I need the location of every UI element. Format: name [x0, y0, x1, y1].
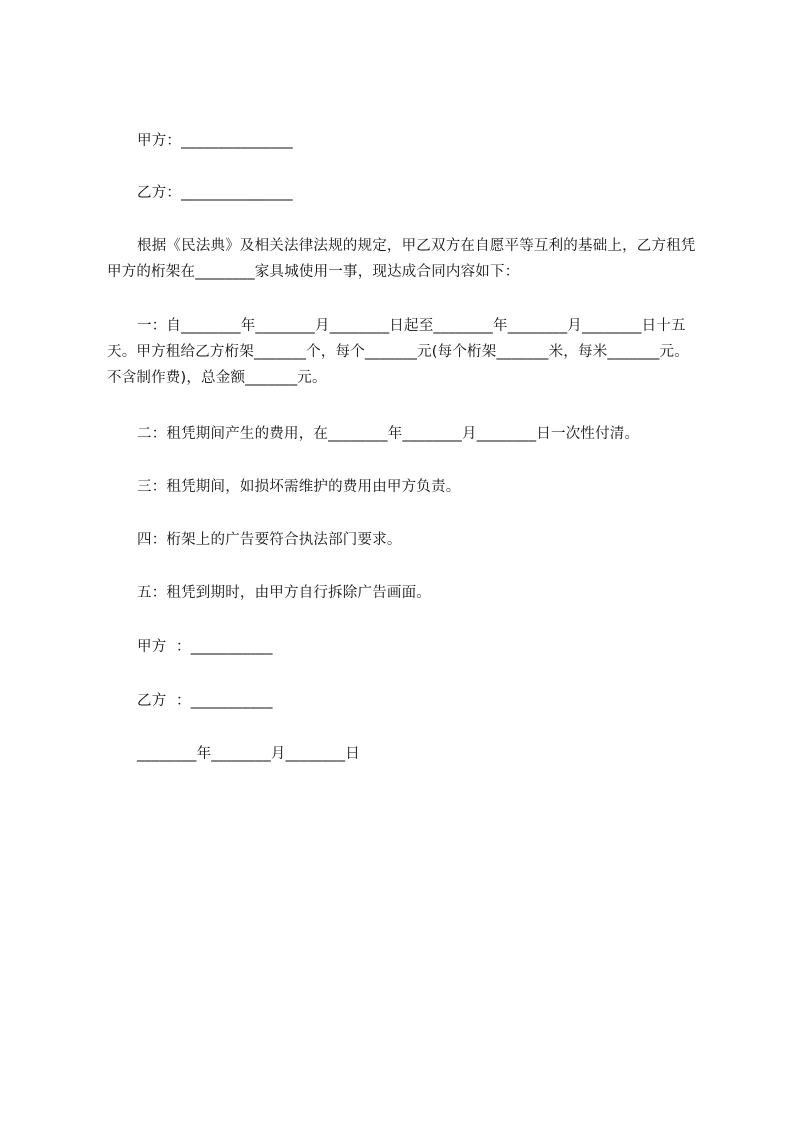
signature-party-a: 甲方 ：___________	[137, 639, 273, 655]
clause-4-paragraph: 四：桁架上的广告要符合执法部门要求。	[137, 532, 402, 548]
intro-paragraph: 根据《民法典》及相关法律法规的规定，甲乙双方在自愿平等互利的基础上，乙方租凭甲方的桁架在________家具城使用一事，现达成合同内容如下：	[107, 238, 696, 280]
signature-date: ________年________月________日	[137, 746, 360, 762]
clause-1-paragraph: 一：自________年________月________日起至________年________月________日十五天。甲方租给乙方桁架_______个，每个_______元(每个桁架_______米，每米_______元。不含制作费)，总金额_______元。	[107, 318, 689, 386]
party-b-line: 乙方：_______________	[137, 185, 293, 201]
signature-party-b: 乙方 ：___________	[137, 693, 273, 709]
clause-3-paragraph: 三：租凭期间，如损坏需维护的费用由甲方负责。	[137, 479, 461, 495]
clause-5-paragraph: 五：租凭到期时，由甲方自行拆除广告画面。	[137, 585, 431, 601]
clause-2-paragraph: 二：租凭期间产生的费用，在________年________月________日一次性付清。	[137, 426, 640, 442]
party-a-line: 甲方：_______________	[137, 133, 293, 149]
